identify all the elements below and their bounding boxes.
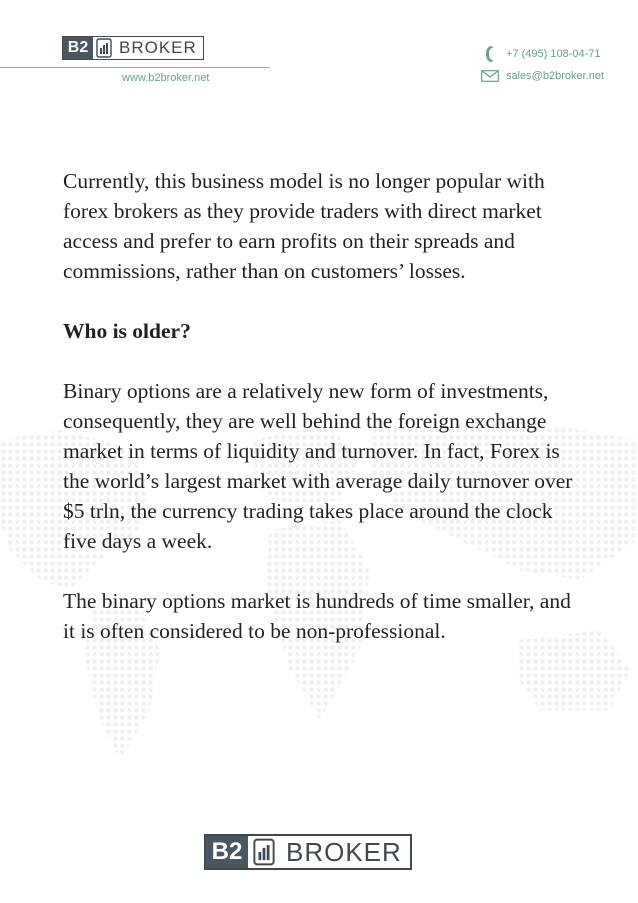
paragraph-3: The binary options market is hundreds of time smaller, and it is often considered to be non-professional. xyxy=(63,589,571,643)
contact-phone[interactable] xyxy=(480,45,600,63)
footer-logo-mark: B2 xyxy=(206,836,248,868)
logo-mark: B2 xyxy=(63,37,93,59)
header-rule xyxy=(0,67,270,68)
paragraph-2: Binary options are a relatively new form of investments, consequently, they are well behind the foreign exchange market in terms of liquidity and turnover. In fact, Forex is the world’s largest market with average daily turnover over $5 trln, the currency trading takes place around the clock five days a week. xyxy=(63,379,573,553)
envelope-icon xyxy=(480,70,500,82)
article-body xyxy=(63,166,575,676)
contact-email[interactable] xyxy=(480,70,604,82)
section-heading: Who is older? xyxy=(63,319,191,343)
phone-icon xyxy=(480,45,500,63)
logo-word: BROKER xyxy=(119,38,197,57)
header-logo xyxy=(62,36,204,60)
site-url[interactable]: www.b2broker.net xyxy=(122,72,210,84)
footer-logo-word: BROKER xyxy=(286,836,402,867)
tablet-chart-icon xyxy=(93,37,115,59)
email-address: sales@b2broker.net xyxy=(506,70,605,82)
phone-number: +7 (495) 108-04-71 xyxy=(506,48,601,60)
paragraph-1: Currently, this business model is no longer popular with forex brokers as they provide traders with direct market access and prefer to earn profits on their spreads and commissions, rather than on customers’ losses. xyxy=(63,169,545,283)
footer-logo xyxy=(204,834,412,870)
tablet-chart-icon xyxy=(248,836,280,868)
